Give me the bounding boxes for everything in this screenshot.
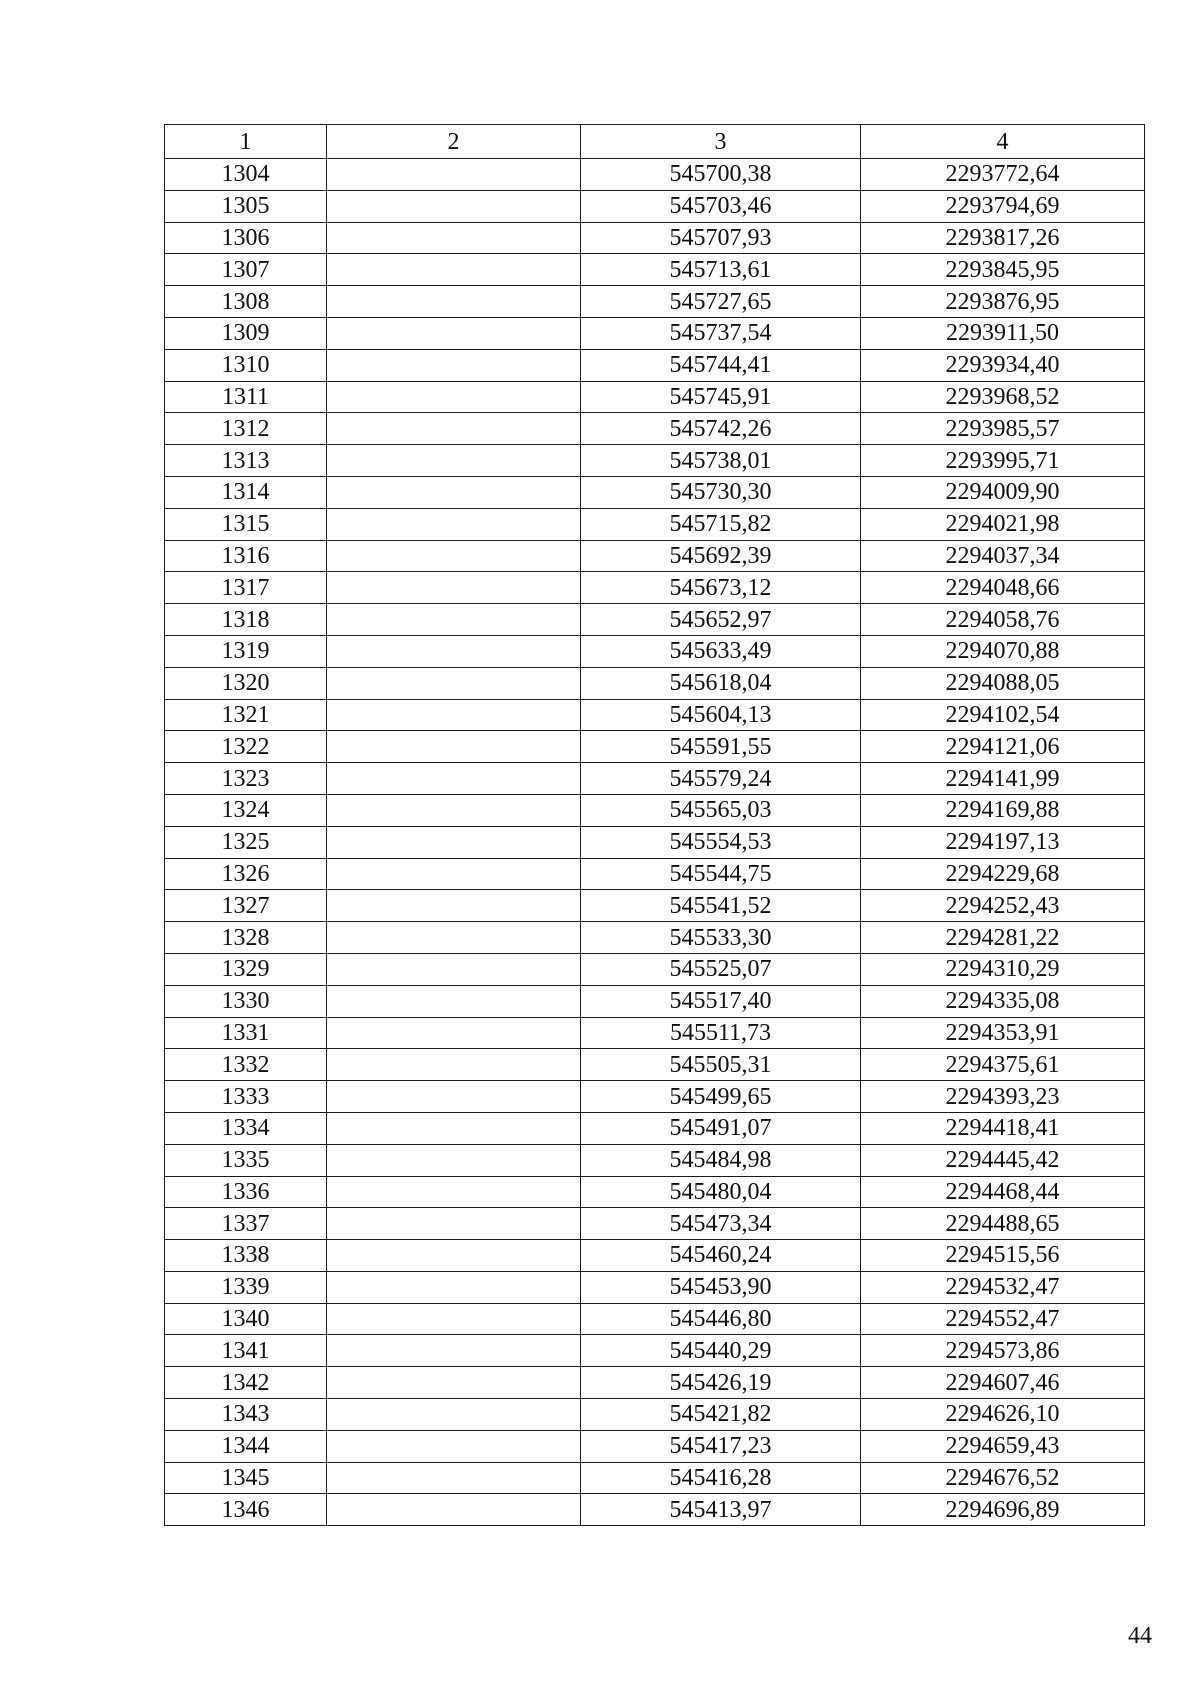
x-coordinate-cell: 545700,38 bbox=[581, 159, 861, 191]
y-coordinate-cell: 2294375,61 bbox=[861, 1049, 1145, 1081]
point-number-cell: 1345 bbox=[165, 1462, 327, 1494]
point-number-cell: 1331 bbox=[165, 1017, 327, 1049]
table-row bbox=[165, 667, 1145, 699]
x-coordinate-cell: 545416,28 bbox=[581, 1462, 861, 1494]
table-header bbox=[165, 125, 1145, 159]
point-number-cell: 1344 bbox=[165, 1430, 327, 1462]
y-coordinate-cell: 2293817,26 bbox=[861, 222, 1145, 254]
y-coordinate-cell: 2294310,29 bbox=[861, 953, 1145, 985]
description-cell bbox=[327, 476, 581, 508]
table-row bbox=[165, 1240, 1145, 1272]
x-coordinate-cell: 545491,07 bbox=[581, 1112, 861, 1144]
table-row bbox=[165, 381, 1145, 413]
point-number-cell: 1320 bbox=[165, 667, 327, 699]
x-coordinate-cell: 545579,24 bbox=[581, 763, 861, 795]
point-number-cell: 1310 bbox=[165, 349, 327, 381]
description-cell bbox=[327, 763, 581, 795]
y-coordinate-cell: 2294141,99 bbox=[861, 763, 1145, 795]
x-coordinate-cell: 545565,03 bbox=[581, 794, 861, 826]
x-coordinate-cell: 545727,65 bbox=[581, 286, 861, 318]
description-cell bbox=[327, 1430, 581, 1462]
table-row bbox=[165, 922, 1145, 954]
point-number-cell: 1332 bbox=[165, 1049, 327, 1081]
y-coordinate-cell: 2294626,10 bbox=[861, 1399, 1145, 1431]
point-number-cell: 1330 bbox=[165, 985, 327, 1017]
x-coordinate-cell: 545692,39 bbox=[581, 540, 861, 572]
table-row bbox=[165, 1271, 1145, 1303]
description-cell bbox=[327, 159, 581, 191]
description-cell bbox=[327, 540, 581, 572]
y-coordinate-cell: 2294252,43 bbox=[861, 890, 1145, 922]
table-row bbox=[165, 1112, 1145, 1144]
y-coordinate-cell: 2294169,88 bbox=[861, 794, 1145, 826]
point-number-cell: 1326 bbox=[165, 858, 327, 890]
table-row bbox=[165, 1049, 1145, 1081]
x-coordinate-cell: 545541,52 bbox=[581, 890, 861, 922]
y-coordinate-cell: 2294048,66 bbox=[861, 572, 1145, 604]
description-cell bbox=[327, 1112, 581, 1144]
table-row bbox=[165, 254, 1145, 286]
y-coordinate-cell: 2294488,65 bbox=[861, 1208, 1145, 1240]
description-cell bbox=[327, 1335, 581, 1367]
x-coordinate-cell: 545544,75 bbox=[581, 858, 861, 890]
x-coordinate-cell: 545426,19 bbox=[581, 1367, 861, 1399]
y-coordinate-cell: 2294445,42 bbox=[861, 1144, 1145, 1176]
table-row bbox=[165, 890, 1145, 922]
description-cell bbox=[327, 1081, 581, 1113]
description-cell bbox=[327, 381, 581, 413]
table-row bbox=[165, 413, 1145, 445]
x-coordinate-cell: 545673,12 bbox=[581, 572, 861, 604]
x-coordinate-cell: 545511,73 bbox=[581, 1017, 861, 1049]
y-coordinate-cell: 2293845,95 bbox=[861, 254, 1145, 286]
table-row bbox=[165, 286, 1145, 318]
point-number-cell: 1336 bbox=[165, 1176, 327, 1208]
description-cell bbox=[327, 1367, 581, 1399]
y-coordinate-cell: 2294281,22 bbox=[861, 922, 1145, 954]
table-row bbox=[165, 1081, 1145, 1113]
table-row bbox=[165, 1303, 1145, 1335]
point-number-cell: 1319 bbox=[165, 635, 327, 667]
point-number-cell: 1328 bbox=[165, 922, 327, 954]
x-coordinate-cell: 545618,04 bbox=[581, 667, 861, 699]
x-coordinate-cell: 545730,30 bbox=[581, 476, 861, 508]
point-number-cell: 1339 bbox=[165, 1271, 327, 1303]
point-number-cell: 1342 bbox=[165, 1367, 327, 1399]
description-cell bbox=[327, 604, 581, 636]
point-number-cell: 1317 bbox=[165, 572, 327, 604]
table-row bbox=[165, 159, 1145, 191]
table-body bbox=[165, 159, 1145, 1526]
y-coordinate-cell: 2294102,54 bbox=[861, 699, 1145, 731]
y-coordinate-cell: 2294468,44 bbox=[861, 1176, 1145, 1208]
description-cell bbox=[327, 572, 581, 604]
x-coordinate-cell: 545554,53 bbox=[581, 826, 861, 858]
point-number-cell: 1324 bbox=[165, 794, 327, 826]
point-number-cell: 1304 bbox=[165, 159, 327, 191]
x-coordinate-cell: 545703,46 bbox=[581, 190, 861, 222]
y-coordinate-cell: 2294552,47 bbox=[861, 1303, 1145, 1335]
description-cell bbox=[327, 1017, 581, 1049]
y-coordinate-cell: 2294353,91 bbox=[861, 1017, 1145, 1049]
point-number-cell: 1321 bbox=[165, 699, 327, 731]
table-row bbox=[165, 1176, 1145, 1208]
description-cell bbox=[327, 1049, 581, 1081]
description-cell bbox=[327, 190, 581, 222]
column-header-4: 4 bbox=[861, 125, 1145, 159]
x-coordinate-cell: 545453,90 bbox=[581, 1271, 861, 1303]
description-cell bbox=[327, 413, 581, 445]
table-row bbox=[165, 1017, 1145, 1049]
coordinates-table bbox=[164, 124, 1145, 1526]
point-number-cell: 1308 bbox=[165, 286, 327, 318]
description-cell bbox=[327, 286, 581, 318]
column-header-3: 3 bbox=[581, 125, 861, 159]
table-row bbox=[165, 540, 1145, 572]
x-coordinate-cell: 545499,65 bbox=[581, 1081, 861, 1113]
column-header-1: 1 bbox=[165, 125, 327, 159]
table-row bbox=[165, 476, 1145, 508]
table-row bbox=[165, 1335, 1145, 1367]
table-row bbox=[165, 731, 1145, 763]
x-coordinate-cell: 545738,01 bbox=[581, 445, 861, 477]
y-coordinate-cell: 2293794,69 bbox=[861, 190, 1145, 222]
description-cell bbox=[327, 1399, 581, 1431]
point-number-cell: 1307 bbox=[165, 254, 327, 286]
y-coordinate-cell: 2294009,90 bbox=[861, 476, 1145, 508]
table-row bbox=[165, 826, 1145, 858]
y-coordinate-cell: 2294021,98 bbox=[861, 508, 1145, 540]
y-coordinate-cell: 2293934,40 bbox=[861, 349, 1145, 381]
point-number-cell: 1325 bbox=[165, 826, 327, 858]
x-coordinate-cell: 545745,91 bbox=[581, 381, 861, 413]
x-coordinate-cell: 545744,41 bbox=[581, 349, 861, 381]
table-row bbox=[165, 763, 1145, 795]
x-coordinate-cell: 545505,31 bbox=[581, 1049, 861, 1081]
table-row bbox=[165, 1399, 1145, 1431]
y-coordinate-cell: 2293911,50 bbox=[861, 317, 1145, 349]
y-coordinate-cell: 2294573,86 bbox=[861, 1335, 1145, 1367]
description-cell bbox=[327, 1303, 581, 1335]
table-row bbox=[165, 1144, 1145, 1176]
y-coordinate-cell: 2294515,56 bbox=[861, 1240, 1145, 1272]
table-row bbox=[165, 858, 1145, 890]
y-coordinate-cell: 2293876,95 bbox=[861, 286, 1145, 318]
description-cell bbox=[327, 1271, 581, 1303]
point-number-cell: 1338 bbox=[165, 1240, 327, 1272]
y-coordinate-cell: 2293995,71 bbox=[861, 445, 1145, 477]
description-cell bbox=[327, 222, 581, 254]
x-coordinate-cell: 545533,30 bbox=[581, 922, 861, 954]
table-row bbox=[165, 953, 1145, 985]
x-coordinate-cell: 545517,40 bbox=[581, 985, 861, 1017]
y-coordinate-cell: 2294070,88 bbox=[861, 635, 1145, 667]
point-number-cell: 1329 bbox=[165, 953, 327, 985]
table-row bbox=[165, 604, 1145, 636]
point-number-cell: 1312 bbox=[165, 413, 327, 445]
table-row bbox=[165, 635, 1145, 667]
point-number-cell: 1323 bbox=[165, 763, 327, 795]
table-row bbox=[165, 985, 1145, 1017]
x-coordinate-cell: 545421,82 bbox=[581, 1399, 861, 1431]
table-row bbox=[165, 1462, 1145, 1494]
table-row bbox=[165, 349, 1145, 381]
point-number-cell: 1327 bbox=[165, 890, 327, 922]
description-cell bbox=[327, 667, 581, 699]
x-coordinate-cell: 545742,26 bbox=[581, 413, 861, 445]
point-number-cell: 1315 bbox=[165, 508, 327, 540]
description-cell bbox=[327, 254, 581, 286]
description-cell bbox=[327, 1176, 581, 1208]
table-row bbox=[165, 317, 1145, 349]
y-coordinate-cell: 2294229,68 bbox=[861, 858, 1145, 890]
point-number-cell: 1306 bbox=[165, 222, 327, 254]
table-row bbox=[165, 794, 1145, 826]
point-number-cell: 1322 bbox=[165, 731, 327, 763]
table-row bbox=[165, 1367, 1145, 1399]
table-row bbox=[165, 699, 1145, 731]
point-number-cell: 1346 bbox=[165, 1494, 327, 1526]
y-coordinate-cell: 2294121,06 bbox=[861, 731, 1145, 763]
point-number-cell: 1313 bbox=[165, 445, 327, 477]
table-row bbox=[165, 508, 1145, 540]
point-number-cell: 1335 bbox=[165, 1144, 327, 1176]
description-cell bbox=[327, 445, 581, 477]
x-coordinate-cell: 545604,13 bbox=[581, 699, 861, 731]
y-coordinate-cell: 2293772,64 bbox=[861, 159, 1145, 191]
point-number-cell: 1314 bbox=[165, 476, 327, 508]
y-coordinate-cell: 2294659,43 bbox=[861, 1430, 1145, 1462]
table-row bbox=[165, 1494, 1145, 1526]
y-coordinate-cell: 2293968,52 bbox=[861, 381, 1145, 413]
x-coordinate-cell: 545713,61 bbox=[581, 254, 861, 286]
point-number-cell: 1334 bbox=[165, 1112, 327, 1144]
y-coordinate-cell: 2294418,41 bbox=[861, 1112, 1145, 1144]
description-cell bbox=[327, 1144, 581, 1176]
description-cell bbox=[327, 794, 581, 826]
description-cell bbox=[327, 922, 581, 954]
table-row bbox=[165, 572, 1145, 604]
x-coordinate-cell: 545652,97 bbox=[581, 604, 861, 636]
y-coordinate-cell: 2294088,05 bbox=[861, 667, 1145, 699]
point-number-cell: 1316 bbox=[165, 540, 327, 572]
description-cell bbox=[327, 699, 581, 731]
y-coordinate-cell: 2294058,76 bbox=[861, 604, 1145, 636]
column-header-2: 2 bbox=[327, 125, 581, 159]
table-row bbox=[165, 222, 1145, 254]
x-coordinate-cell: 545591,55 bbox=[581, 731, 861, 763]
description-cell bbox=[327, 858, 581, 890]
point-number-cell: 1333 bbox=[165, 1081, 327, 1113]
x-coordinate-cell: 545737,54 bbox=[581, 317, 861, 349]
table-row bbox=[165, 1208, 1145, 1240]
point-number-cell: 1337 bbox=[165, 1208, 327, 1240]
description-cell bbox=[327, 317, 581, 349]
x-coordinate-cell: 545413,97 bbox=[581, 1494, 861, 1526]
description-cell bbox=[327, 508, 581, 540]
point-number-cell: 1340 bbox=[165, 1303, 327, 1335]
description-cell bbox=[327, 985, 581, 1017]
description-cell bbox=[327, 1462, 581, 1494]
x-coordinate-cell: 545473,34 bbox=[581, 1208, 861, 1240]
y-coordinate-cell: 2294335,08 bbox=[861, 985, 1145, 1017]
point-number-cell: 1341 bbox=[165, 1335, 327, 1367]
y-coordinate-cell: 2294037,34 bbox=[861, 540, 1145, 572]
description-cell bbox=[327, 953, 581, 985]
point-number-cell: 1311 bbox=[165, 381, 327, 413]
y-coordinate-cell: 2294393,23 bbox=[861, 1081, 1145, 1113]
x-coordinate-cell: 545440,29 bbox=[581, 1335, 861, 1367]
point-number-cell: 1318 bbox=[165, 604, 327, 636]
description-cell bbox=[327, 1494, 581, 1526]
x-coordinate-cell: 545417,23 bbox=[581, 1430, 861, 1462]
x-coordinate-cell: 545480,04 bbox=[581, 1176, 861, 1208]
y-coordinate-cell: 2294197,13 bbox=[861, 826, 1145, 858]
description-cell bbox=[327, 635, 581, 667]
description-cell bbox=[327, 826, 581, 858]
table-row bbox=[165, 1430, 1145, 1462]
y-coordinate-cell: 2293985,57 bbox=[861, 413, 1145, 445]
x-coordinate-cell: 545460,24 bbox=[581, 1240, 861, 1272]
table-row bbox=[165, 445, 1145, 477]
y-coordinate-cell: 2294696,89 bbox=[861, 1494, 1145, 1526]
point-number-cell: 1305 bbox=[165, 190, 327, 222]
point-number-cell: 1343 bbox=[165, 1399, 327, 1431]
point-number-cell: 1309 bbox=[165, 317, 327, 349]
x-coordinate-cell: 545633,49 bbox=[581, 635, 861, 667]
description-cell bbox=[327, 890, 581, 922]
y-coordinate-cell: 2294607,46 bbox=[861, 1367, 1145, 1399]
table-row bbox=[165, 190, 1145, 222]
x-coordinate-cell: 545707,93 bbox=[581, 222, 861, 254]
x-coordinate-cell: 545525,07 bbox=[581, 953, 861, 985]
description-cell bbox=[327, 349, 581, 381]
x-coordinate-cell: 545484,98 bbox=[581, 1144, 861, 1176]
page-number: 44 bbox=[1128, 1623, 1152, 1649]
y-coordinate-cell: 2294532,47 bbox=[861, 1271, 1145, 1303]
description-cell bbox=[327, 1240, 581, 1272]
description-cell bbox=[327, 1208, 581, 1240]
x-coordinate-cell: 545715,82 bbox=[581, 508, 861, 540]
description-cell bbox=[327, 731, 581, 763]
x-coordinate-cell: 545446,80 bbox=[581, 1303, 861, 1335]
y-coordinate-cell: 2294676,52 bbox=[861, 1462, 1145, 1494]
header-row bbox=[165, 125, 1145, 159]
